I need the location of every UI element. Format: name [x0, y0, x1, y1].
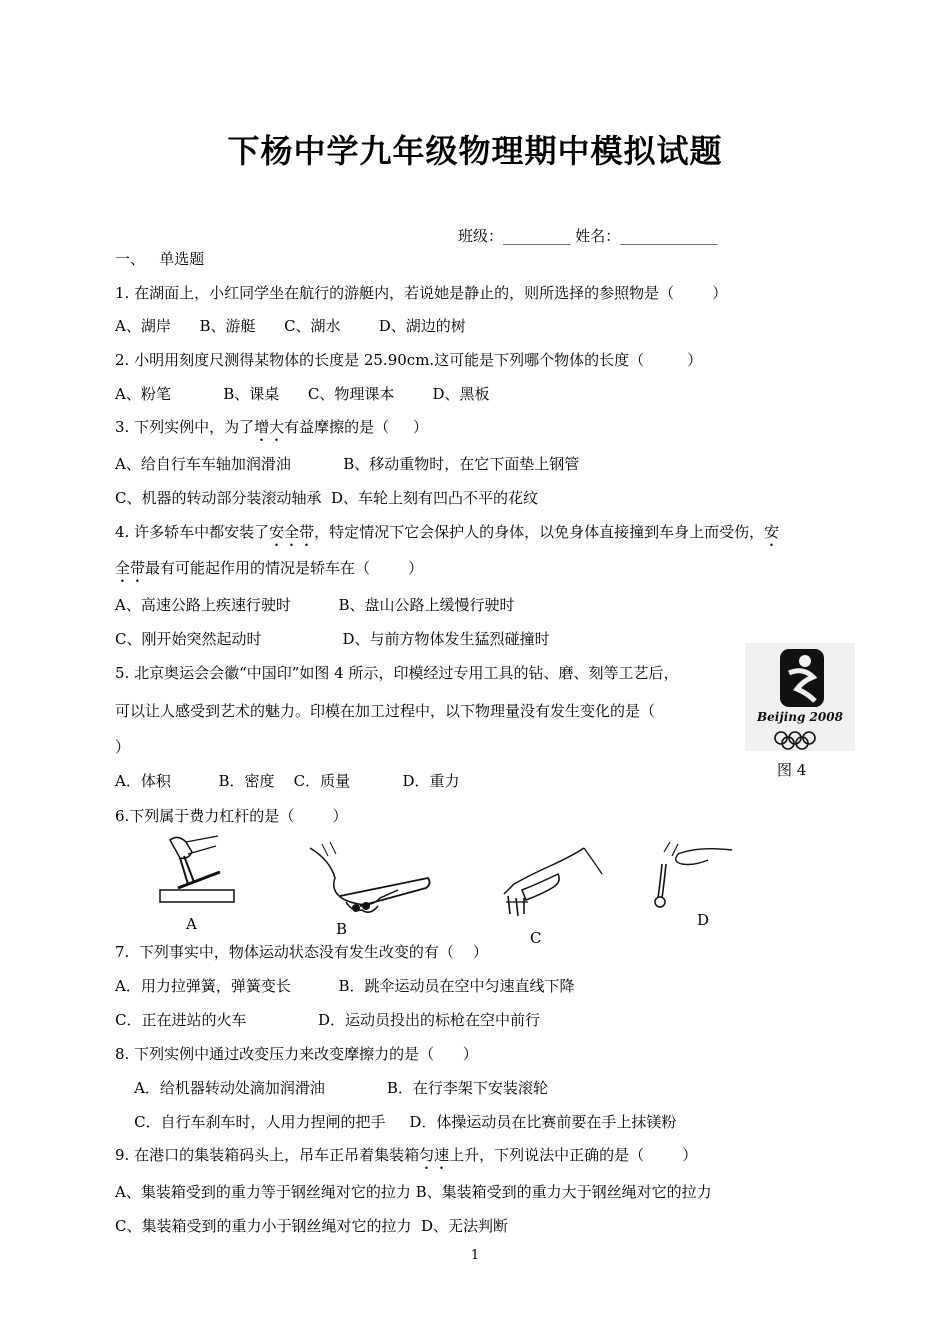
emblem-lettering: Beijing 2008	[757, 710, 843, 724]
page-title: 下杨中学九年级物理期中模拟试题	[227, 132, 723, 170]
q9-options-1: A、集装箱受到的重力等于钢丝绳对它的拉力 B、集装箱受到的重力大于钢丝绳对它的拉力	[115, 1183, 712, 1201]
section-heading: 一、 单选题	[115, 250, 205, 268]
q8-options-1: A．给机器转动处滴加润滑油 B．在行李架下安装滚轮	[115, 1079, 548, 1097]
q4-emphasis-2: 安	[764, 523, 780, 541]
emblem-graphic	[745, 643, 855, 751]
q7-options-1: A．用力拉弹簧，弹簧变长 B．跳伞运动员在空中匀速直线下降	[115, 977, 575, 995]
q4-options-2: C、刚开始突然起动时 D、与前方物体发生猛烈碰撞时	[115, 630, 550, 648]
q3-stem-post: 有益摩擦的是（ ）	[284, 418, 428, 436]
q5-stem-line3: ）	[115, 738, 131, 756]
q9-pre: 9. 在港口的集装箱码头上，吊车正吊着集装箱	[115, 1146, 420, 1164]
beijing-olympic-emblem	[745, 643, 855, 751]
q9-stem	[115, 1145, 697, 1173]
q9-post: 上升，下列说法中正确的是（ ）	[449, 1146, 698, 1164]
lever-figure-a	[158, 832, 248, 912]
q4-mid: ，特定情况下它会保护人的身体，以免身体直接撞到车身上而受伤，	[314, 523, 765, 541]
class-name-line	[458, 225, 718, 246]
name-blank: _____________	[620, 227, 718, 245]
lever-label-a: A	[186, 915, 197, 933]
lever-label-d: D	[697, 911, 710, 929]
q2-options: A、粉笔 B、课桌 C、物理课本 D、黑板	[115, 385, 490, 403]
q5-stem-line1: 5. 北京奥运会会徽“中国印”如图 4 所示，印模经过专用工具的钻、磨、刻等工艺后，	[115, 664, 679, 682]
lever-figure-d	[648, 840, 738, 915]
q4-pre: 4. 许多轿车中都安装了	[115, 523, 270, 541]
q9-options-2: C、集装箱受到的重力小于钢丝绳对它的拉力 D、无法判断	[115, 1217, 509, 1235]
q5-options: A．体积 B．密度 C．质量 D．重力	[115, 772, 460, 790]
q4-emphasis-3: 全带	[115, 559, 146, 577]
q8-options-2: C．自行车刹车时，人用力捏闸的把手 D．体操运动员在比赛前要在手上抹镁粉	[115, 1113, 677, 1131]
q4-options-1: A、高速公路上疾速行驶时 B、盘山公路上缓慢行驶时	[115, 596, 515, 614]
q2-stem: 2. 小明用刻度尺测得某物体的长度是 25.90cm.这可能是下列哪个物体的长度（ ）	[115, 351, 703, 369]
q4-stem-line1	[115, 522, 779, 550]
page-number: 1	[470, 1248, 480, 1263]
q7-stem: 7. 下列事实中，物体运动状态没有发生改变的有（ ）	[115, 943, 488, 961]
q4-stem-line2	[115, 558, 423, 586]
q1-options: A、湖岸 B、游艇 C、湖水 D、湖边的树	[115, 317, 466, 335]
class-label: 班级：	[458, 227, 504, 245]
q3-stem	[115, 417, 428, 445]
q4-emphasis: 安全带	[269, 523, 315, 541]
figure-caption: 图 4	[777, 761, 807, 779]
q4-post: 最有可能起作用的情况是轿车在（ ）	[145, 559, 424, 577]
q5-stem-line2: 可以让人感受到艺术的魅力。印模在加工过程中，以下物理量没有发生变化的是（	[115, 702, 656, 720]
lever-label-b: B	[336, 920, 348, 938]
q1-stem: 1. 在湖面上，小红同学坐在航行的游艇内，若说她是静止的，则所选择的参照物是（ ）	[115, 284, 728, 302]
q8-stem: 8. 下列实例中通过改变压力来改变摩擦力的是（ ）	[115, 1045, 478, 1063]
lever-label-c: C	[530, 929, 542, 947]
q3-emphasis: 增大	[254, 418, 285, 436]
q3-stem-pre: 3. 下列实例中，为了	[115, 418, 255, 436]
q7-options-2: C．正在进站的火车 D．运动员投出的标枪在空中前行	[115, 1011, 541, 1029]
q9-emphasis: 匀速	[419, 1146, 450, 1164]
q6-stem: 6.下列属于费力杠杆的是（ ）	[115, 807, 348, 825]
lever-figure-b	[300, 840, 435, 920]
name-label: 姓名：	[570, 227, 621, 245]
class-blank: _________	[503, 227, 571, 245]
q3-options-1: A、给自行车车轴加润滑油 B、移动重物时，在它下面垫上钢管	[115, 455, 580, 473]
lever-figure-c	[502, 844, 607, 919]
q3-options-2: C、机器的转动部分装滚动轴承 D、车轮上刻有凹凸不平的花纹	[115, 489, 539, 507]
